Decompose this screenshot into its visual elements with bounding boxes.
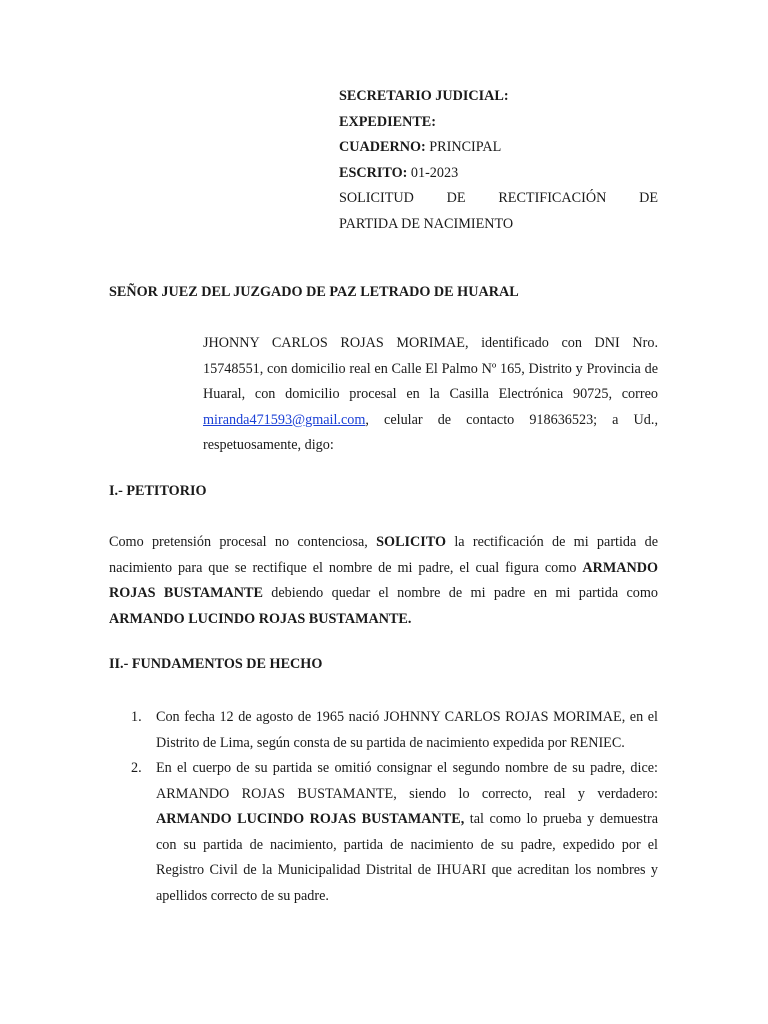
expediente-label: EXPEDIENTE: [339,113,436,130]
escrito-label: ESCRITO: [339,164,408,181]
escrito-value: 01-2023 [407,164,459,181]
addressee: SEÑOR JUEZ DEL JUZGADO DE PAZ LETRADO DE HUARAL [109,284,519,300]
escrito-line [339,161,658,187]
petitorio-paragraph [109,530,658,632]
list-item-number: 1. [131,709,142,725]
case-header [339,84,658,237]
heading-petitorio: I.- PETITORIO [109,483,207,499]
list-item [109,705,658,756]
cuaderno-label: CUADERNO: [339,139,426,155]
intro-paragraph [203,331,658,459]
list-item-text-1: En el cuerpo de su partida se omitió consignar el segundo nombre de su padre, dice: ARMANDO ROJAS BUSTAMANTE, siendo lo correcto, real y verdadero: [156,760,658,802]
petitorio-text-2: la rectificación de mi partida de nacimiento para que se rectifique el nombre de mi padre, el cual figura como [109,534,658,576]
asunto-line-2: PARTIDA DE NACIMIENTO [339,215,514,232]
list-item [109,756,658,909]
email-link[interactable]: miranda471593@gmail.com [203,411,366,428]
fundamentos-list [109,705,658,909]
list-item-text: Con fecha 12 de agosto de 1965 nació JOHNNY CARLOS ROJAS MORIMAE, en el Distrito de Lima, según consta de su partida de nacimiento expedida por RENIEC. [156,709,658,751]
intro-text-after: , celular de contacto 918636523; a Ud., respetuosamente, digo: [203,411,658,453]
petitorio-text-1: Como pretensión procesal no contenciosa, [109,534,377,550]
intro-text-before: JHONNY CARLOS ROJAS MORIMAE, identificado con DNI Nro. 15748551, con domicilio real en Calle El Palmo Nº 165, Distrito y Provincia de Huaral, con domicilio procesal en la Casilla Electrónica 90725, correo [203,335,658,402]
asunto-line-1: SOLICITUD DE RECTIFICACIÓN DE [339,190,658,206]
secretario-label: SECRETARIO JUDICIAL: [339,88,509,104]
petitorio-bold-1: SOLICITO [376,534,447,550]
petitorio-bold-3: ARMANDO LUCINDO ROJAS BUSTAMANTE. [109,610,412,627]
petitorio-bold-2: ARMANDO ROJAS BUSTAMANTE [109,559,658,601]
list-item-number: 2. [131,760,142,776]
cuaderno-value: PRINCIPAL [425,139,502,155]
heading-fundamentos: II.- FUNDAMENTOS DE HECHO [109,656,323,672]
list-item-bold: ARMANDO LUCINDO ROJAS BUSTAMANTE, [156,811,465,827]
list-item-text-2: tal como lo prueba y demuestra con su partida de nacimiento, partida de nacimiento de su padre, expedido por el Registro Civil de la Municipalidad Distrital de IHUARI que acreditan los nombres y apellidos correcto de su padre. [156,811,659,904]
petitorio-text-3: debiendo quedar el nombre de mi padre en mi partida como [262,585,658,601]
cuaderno-line [339,135,658,161]
